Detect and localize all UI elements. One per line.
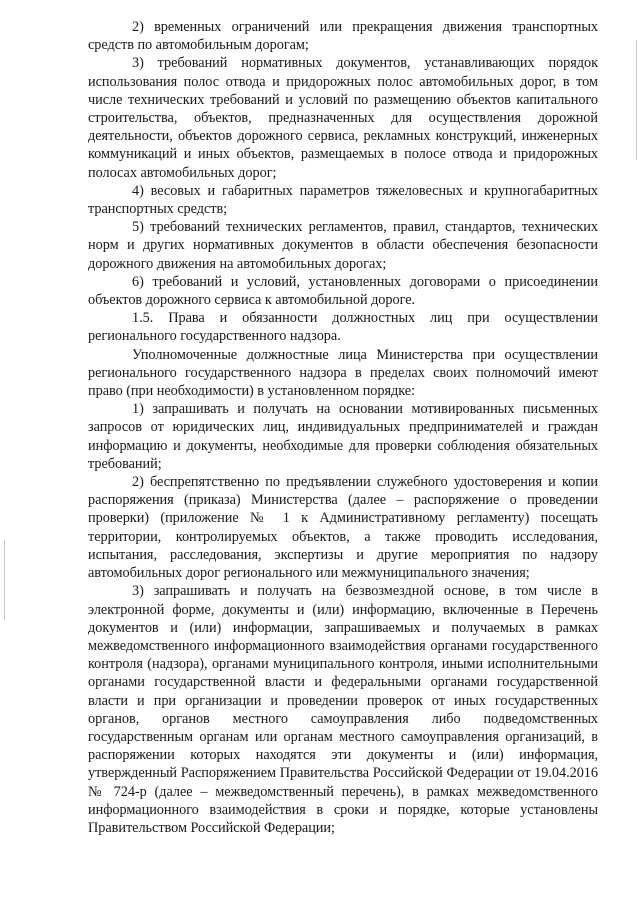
paragraph-intro-rights: Уполномоченные должностные лица Министерства при осуществлении регионального государственного надзора в пределах своих полномочий имеют право (при необходимости) в установленном порядке: <box>88 346 598 400</box>
document-body <box>88 18 598 837</box>
paragraph-right-2: 2) беспрепятственно по предъявлении служебного удостоверения и копии распоряжения (приказа) Министерства (далее – распоряжение о проведении проверки) (приложение № 1 к Административному регламенту) посещать территории, контролируемых объектов, а также проводить исследования, испытания, расследования, экспертизы и другие мероприятия по надзору автомобильных дорог регионального или межмуниципального значения; <box>88 474 598 582</box>
paragraph-item-4: 4) весовых и габаритных параметров тяжеловесных и крупногабаритных транспортных средств; <box>88 182 598 218</box>
section-heading-1-5: 1.5. Права и обязанности должностных лиц при осуществлении регионального государственного надзора. <box>88 310 598 345</box>
paragraph-item-3: 3) требований нормативных документов, устанавливающих порядок использования полос отвода и придорожных полос автомобильных дорог, в том числе технических требований и условий по размещению объектов капитального строительства, объектов, предназначенных для осуществления дорожной деятельности, объектов дорожного сервиса, рекламных конструкций, инженерных коммуникаций и иных объектов, размещаемых в полосе отвода и придорожных полосах автомобильных дорог; <box>88 55 598 181</box>
paragraph-item-5: 5) требований технических регламентов, правил, стандартов, технических норм и других нормативных документов в области обеспечения безопасности дорожного движения на автомобильных дорогах; <box>88 219 598 272</box>
paragraph-right-3: 3) запрашивать и получать на безвозмездной основе, в том числе в электронной форме, документы и (или) информацию, включенные в Перечень документов и (или) информации, запрашиваемых и получаемых в рамках межведомственного информационного взаимодействия органами государственного контроля (надзора), органами муниципального контроля, иными исполнительными органами государственной власти и федеральными органами государственной власти и при организации и проведении проверок от иных государственных органов, органов местного самоуправления либо подведомственных государственным органам или органам местного самоуправления организаций, в распоряжении которых находятся эти документы и (или) информация, утвержденный Распоряжением Правительства Российской Федерации от 19.04.2016 № 724-р (далее – межведомственный перечень), в рамках межведомственного информационного взаимодействия в сроки и порядке, которые установлены Правительством Российской Федерации; <box>88 583 598 836</box>
paragraph-right-1: 1) запрашивать и получать на основании мотивированных письменных запросов от юридических лиц, индивидуальных предпринимателей и граждан информацию и документы, необходимые для проверки соблюдения обязательных требований; <box>88 401 598 472</box>
right-scan-edge <box>636 40 637 160</box>
paragraph-item-2: 2) временных ограничений или прекращения движения транспортных средств по автомобильным дорогам; <box>88 19 598 54</box>
paragraph-item-6: 6) требований и условий, установленных договорами о присоединении объектов дорожного сервиса к автомобильной дороге. <box>88 273 598 309</box>
left-scan-edge <box>4 540 5 620</box>
